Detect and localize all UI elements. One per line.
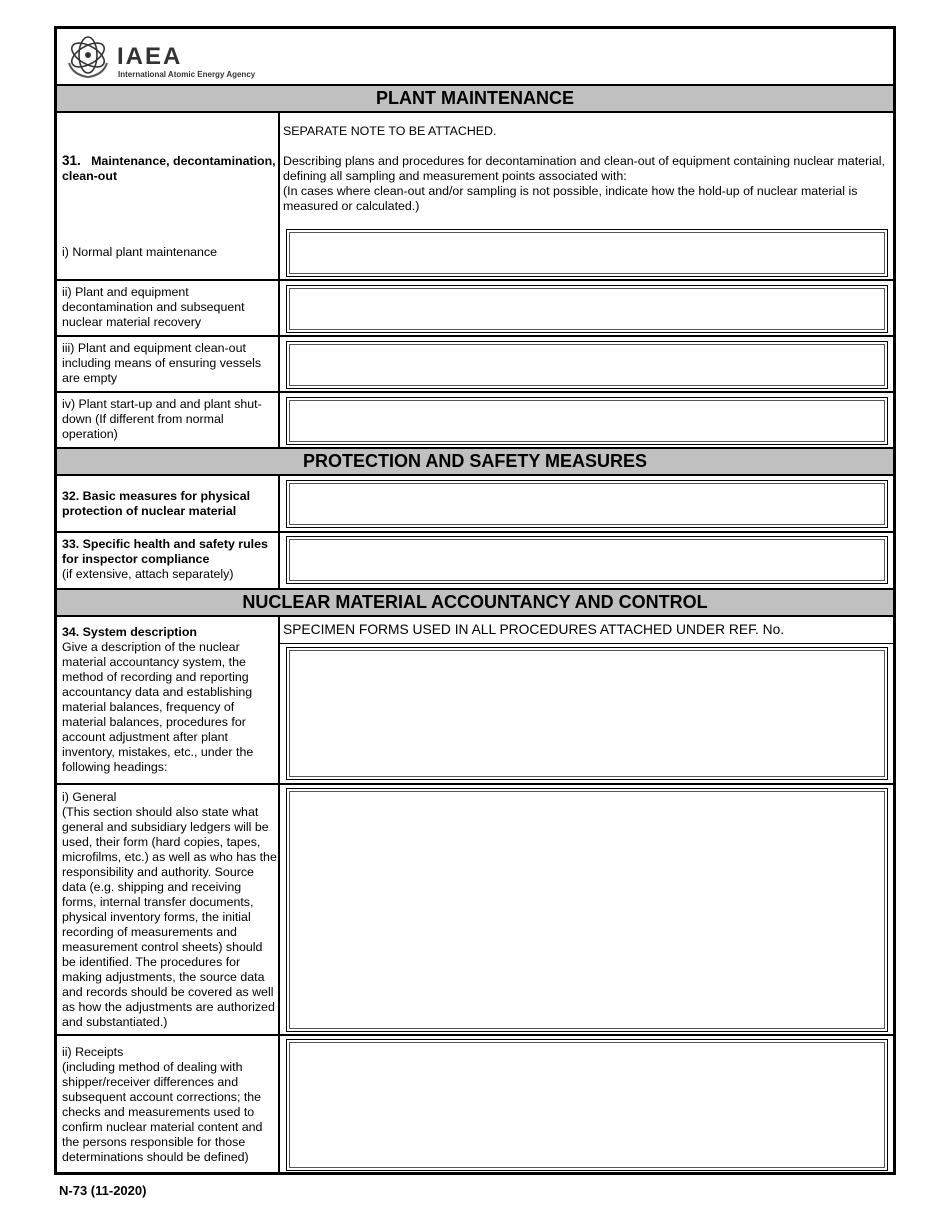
q31-item-iii-label: iii) Plant and equipment clean-out including means of ensuring vessels are empty — [62, 341, 262, 385]
row-divider — [57, 783, 893, 785]
section-accountancy: NUCLEAR MATERIAL ACCOUNTANCY AND CONTROL — [57, 588, 893, 617]
q31-label — [62, 153, 278, 184]
logo-subtitle: International Atomic Energy Agency — [118, 70, 256, 79]
column-divider — [278, 615, 280, 1172]
q34-general-label — [62, 790, 278, 1030]
section-plant-maintenance: PLANT MAINTENANCE — [57, 84, 893, 113]
note-divider — [280, 643, 893, 644]
q32-label: 32. Basic measures for physical protection of nuclear material — [62, 489, 251, 518]
q34-general-text: (This section should also state what general and subsidiary ledgers will be used, their form (hard copies, tapes, microfilms, etc.) as well as who has the responsibility and authority. Source data (e.g. shipping and receiving forms, internal transfer documents, physical inventory forms, the initial recording of measurements and measurement control sheets) should be identified. The procedures for making adjustments, the source data and records should be covered as well as how the adjustments are authorized and substantiated.) — [62, 805, 277, 1029]
row-divider — [57, 335, 893, 337]
atom-emblem-icon — [63, 33, 113, 79]
q31-title: Maintenance, decontamination, clean-out — [62, 154, 276, 183]
q34-title: 34. System description — [62, 625, 197, 639]
row-divider — [57, 279, 893, 281]
row-divider — [57, 531, 893, 533]
logo-text: IAEA — [117, 43, 183, 70]
q34-label — [62, 625, 278, 775]
q31-number: 31. — [62, 153, 81, 168]
q31-note — [283, 124, 891, 214]
form-page — [54, 26, 896, 1175]
q31-note-line1: SEPARATE NOTE TO BE ATTACHED. — [283, 124, 497, 138]
q34-description: Give a description of the nuclear material accountancy system, the method of recording and reporting accountancy data and establishing material balances, frequency of material balances, procedures for account adjustment after plant inventory, mistakes, etc., under the following headings: — [62, 640, 254, 774]
q34-general-field[interactable] — [286, 788, 888, 1032]
q33-field[interactable] — [286, 536, 888, 584]
q31-note-line2: Describing plans and procedures for decontamination and clean-out of equipment containing nuclear material, defining all sampling and measurement points associated with: — [283, 154, 885, 183]
q31-item-iv-field[interactable] — [286, 397, 888, 445]
q31-item-i-field[interactable] — [286, 229, 888, 277]
q31-item-ii-field[interactable] — [286, 285, 888, 333]
iaea-logo — [63, 33, 263, 81]
q34-receipts-field[interactable] — [286, 1039, 888, 1171]
form-id: N-73 (11-2020) — [59, 1183, 147, 1198]
q34-receipts-text: (including method of dealing with shipper/receiver differences and subsequent account corrections; the checks and measurements used to confirm nuclear material content and the persons responsible for those determinations should be defined) — [62, 1060, 263, 1164]
q33-label — [62, 537, 278, 582]
q31-item-i-label: i) Normal plant maintenance — [62, 245, 217, 259]
q34-general-title: i) General — [62, 790, 117, 804]
q31-item-iv-label: iv) Plant start-up and and plant shut-down (If different from normal operation) — [62, 397, 262, 441]
q33-subtitle: (if extensive, attach separately) — [62, 567, 234, 581]
q31-item-ii-label: ii) Plant and equipment decontamination and subsequent nuclear material recovery — [62, 285, 245, 329]
row-divider — [57, 1034, 893, 1036]
q34-receipts-label — [62, 1045, 278, 1165]
q31-note-line3: (In cases where clean-out and/or sampling is not possible, indicate how the hold-up of nuclear material is measured or calculated.) — [283, 184, 858, 213]
q34-specimen-note: SPECIMEN FORMS USED IN ALL PROCEDURES ATTACHED UNDER REF. No. — [283, 622, 785, 637]
q34-receipts-title: ii) Receipts — [62, 1045, 124, 1059]
row-divider — [57, 391, 893, 393]
q32-field[interactable] — [286, 480, 888, 528]
q33-title: 33. Specific health and safety rules for inspector compliance — [62, 537, 268, 566]
section-protection: PROTECTION AND SAFETY MEASURES — [57, 447, 893, 476]
q34-ref-field[interactable] — [286, 647, 888, 780]
q31-item-iii-field[interactable] — [286, 341, 888, 389]
